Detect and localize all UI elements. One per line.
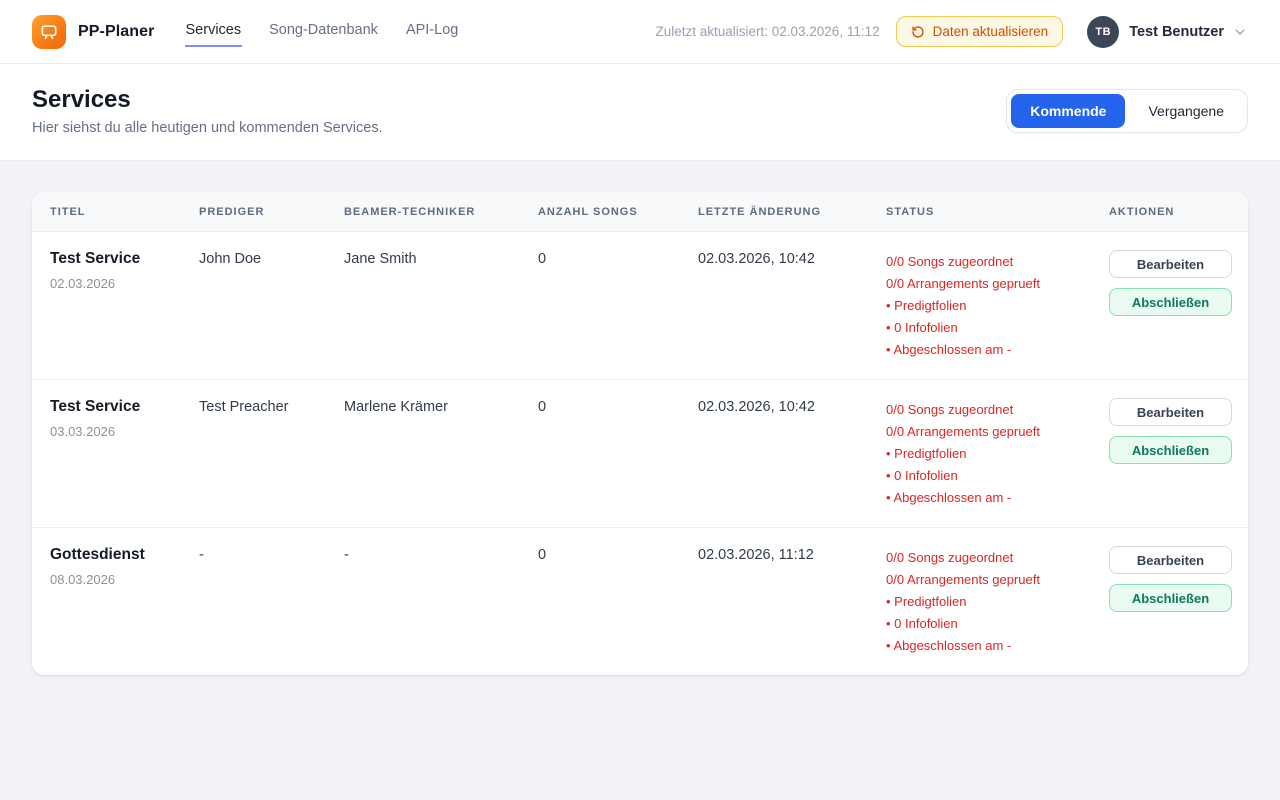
status-line: 0/0 Arrangements geprueft [886,276,1040,291]
service-date: 03.03.2026 [50,424,116,439]
preacher-cell: Test Preacher [199,399,289,415]
user-name[interactable]: Test Benutzer [1129,23,1224,40]
page-title: Services [32,86,131,113]
status-line: • 0 Infofolien [886,616,958,631]
status-line: • 0 Infofolien [886,468,958,483]
last-updated-text: Zuletzt aktualisiert: 02.03.2026, 11:12 [655,24,880,39]
table-row [32,528,1248,675]
song-count-cell: 0 [538,251,547,267]
actions-cell [1109,546,1248,612]
column-header-anzahl-songs: ANZAHL SONGS [538,205,638,218]
status-cell [886,398,1109,509]
tab-kommende[interactable]: Kommende [1011,94,1125,128]
table-row [32,380,1248,528]
service-title: Test Service [50,250,141,267]
status-cell [886,546,1109,657]
presentation-screen-icon [39,22,59,42]
complete-button[interactable]: Abschließen [1109,288,1232,316]
refresh-icon [911,25,925,39]
service-title: Gottesdienst [50,546,145,563]
column-header-status: STATUS [886,205,935,218]
status-line: 0/0 Songs zugeordnet [886,254,1014,269]
song-count-cell: 0 [538,399,547,415]
status-line: 0/0 Songs zugeordnet [886,402,1014,417]
status-line: 0/0 Arrangements geprueft [886,424,1040,439]
table-row [32,232,1248,380]
status-line: • Predigtfolien [886,298,967,313]
edit-button[interactable]: Bearbeiten [1109,546,1232,574]
status-line: 0/0 Arrangements geprueft [886,572,1040,587]
preacher-cell: John Doe [199,251,262,267]
service-title-cell [50,546,199,587]
main-nav [185,16,460,47]
column-header-titel: TITEL [50,205,86,218]
top-bar [0,0,1280,64]
column-header-letzte-aenderung: LETZTE ÄNDERUNG [698,205,822,218]
edit-button[interactable]: Bearbeiten [1109,398,1232,426]
column-header-beamer-techniker: BEAMER-TECHNIKER [344,205,476,218]
last-change-cell: 02.03.2026, 11:12 [698,547,814,563]
actions-cell [1109,250,1248,316]
page-title-block [32,86,383,136]
last-change-cell: 02.03.2026, 10:42 [698,251,815,267]
status-cell [886,250,1109,361]
service-title: Test Service [50,398,141,415]
status-line: • Abgeschlossen am - [886,638,1012,653]
nav-item-services[interactable]: Services [185,16,243,47]
service-title-cell [50,250,199,291]
status-line: • Predigtfolien [886,594,967,609]
page-subtitle: Hier siehst du alle heutigen und kommenden Services. [32,120,383,136]
table-header-row [32,192,1248,232]
app-name: PP-Planer [78,22,155,40]
user-menu-chevron-down-icon[interactable] [1232,24,1248,40]
column-header-prediger: PREDIGER [199,205,265,218]
status-line: • Predigtfolien [886,446,967,461]
page-header [0,64,1280,161]
nav-item-api-log[interactable]: API-Log [405,22,459,38]
refresh-button-label: Daten aktualisieren [932,24,1049,39]
last-change-cell: 02.03.2026, 10:42 [698,399,815,415]
status-line: • Abgeschlossen am - [886,490,1012,505]
status-line: • Abgeschlossen am - [886,342,1012,357]
main-content [0,161,1280,706]
service-title-cell [50,398,199,439]
refresh-data-button[interactable] [896,16,1064,47]
service-date: 02.03.2026 [50,276,116,291]
song-count-cell: 0 [538,547,547,563]
edit-button[interactable]: Bearbeiten [1109,250,1232,278]
column-header-aktionen: AKTIONEN [1109,205,1175,218]
nav-item-song-datenbank[interactable]: Song-Datenbank [269,22,378,38]
user-avatar[interactable]: TB [1087,16,1119,48]
preacher-cell: - [199,547,204,563]
top-bar-right [655,16,1248,48]
service-date: 08.03.2026 [50,572,116,587]
beamer-tech-cell: Jane Smith [344,251,417,267]
service-filter-toggle [1006,89,1248,133]
status-line: • 0 Infofolien [886,320,958,335]
actions-cell [1109,398,1248,464]
status-line: 0/0 Songs zugeordnet [886,550,1014,565]
app-logo [32,15,66,49]
services-table-card [32,192,1248,675]
beamer-tech-cell: Marlene Krämer [344,399,448,415]
complete-button[interactable]: Abschließen [1109,584,1232,612]
beamer-tech-cell: - [344,547,349,563]
complete-button[interactable]: Abschließen [1109,436,1232,464]
tab-vergangene[interactable]: Vergangene [1129,94,1243,128]
